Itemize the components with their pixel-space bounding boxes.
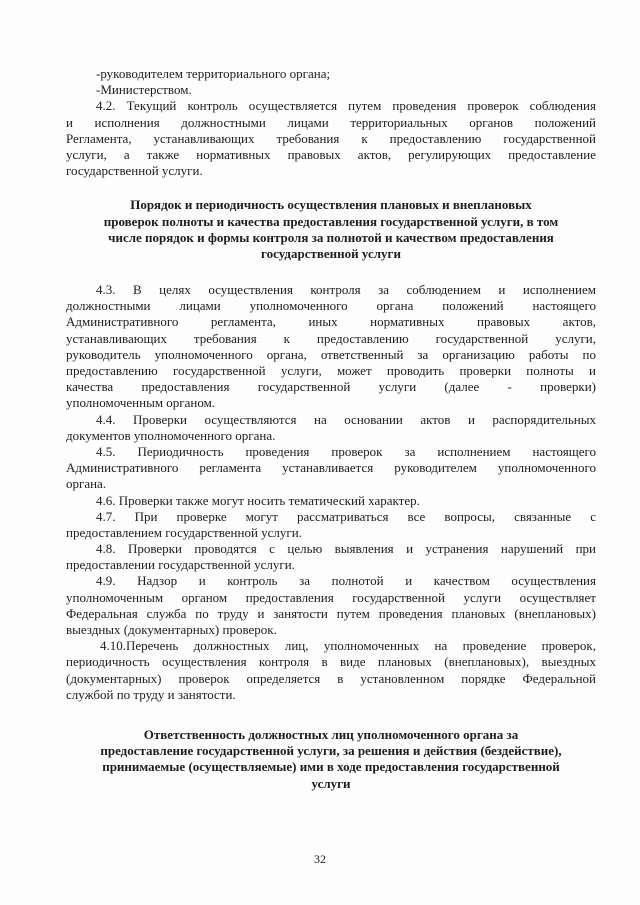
paragraphs-top xyxy=(66,66,596,179)
text-line: Федеральная служба по труду и занятости путем проведения плановых (внеплановых) xyxy=(66,605,596,621)
text-line: 4.3. В целях осуществления контроля за соблюдением и исполнением xyxy=(96,282,596,298)
page-number: 32 xyxy=(314,852,326,866)
text-line: 4.2. Текущий контроль осуществляется путем проведения проверок соблюдения xyxy=(96,98,596,114)
text-line: 4.8. Проверки проводятся с целью выявления и устранения нарушений при xyxy=(96,541,596,557)
document-body xyxy=(66,66,596,792)
text-line: Регламента, устанавливающих требования к предоставлению государственной xyxy=(66,130,596,146)
text-line: документов уполномоченного органа. xyxy=(66,427,276,443)
text-line: государственной услуги. xyxy=(66,163,203,179)
section-heading-responsibility xyxy=(66,727,596,792)
text-line: (документарных) проверок определяется в установленном порядке Федеральной xyxy=(66,670,596,686)
text-line: -Министерством. xyxy=(96,82,192,98)
spacer xyxy=(66,262,596,282)
spacer xyxy=(66,703,596,727)
text-line: услуги, а также нормативных правовых актов, регулирующих предоставление xyxy=(66,146,596,162)
section-heading-control-procedure xyxy=(66,197,596,262)
text-line: Административного регламента, иных нормативных правовых актов, xyxy=(66,314,596,330)
text-line: 4.7. При проверке могут рассматриваться все вопросы, связанные с xyxy=(96,508,596,524)
text-line: 4.9. Надзор и контроль за полнотой и качеством осуществления xyxy=(96,573,596,589)
heading-line: Ответственность должностных лиц уполномоченного органа за xyxy=(143,726,519,742)
heading-line: числе порядок и формы контроля за полнотой и качеством предоставления xyxy=(108,229,554,245)
text-line: предоставлении государственной услуги. xyxy=(66,557,295,573)
spacer xyxy=(66,179,596,197)
text-line: уполномоченным органом. xyxy=(66,395,216,411)
heading-line: Порядок и периодичность осуществления плановых и внеплановых xyxy=(130,197,532,213)
heading-line: предоставление государственной услуги, за решения и действия (бездействие), xyxy=(100,743,562,759)
text-line: Административного регламента устанавливается руководителем уполномоченного xyxy=(66,460,596,476)
text-line: должностными лицами уполномоченного органа положений настоящего xyxy=(66,298,596,314)
heading-line: принимаемые (осуществляемые) ими в ходе предоставления государственной xyxy=(102,759,560,775)
text-line: периодичность осуществления контроля в виде плановых (внеплановых), выездных xyxy=(66,654,596,670)
text-line: службой по труду и занятости. xyxy=(66,686,236,702)
text-line: качества предоставления государственной услуги (далее - проверки) xyxy=(66,379,596,395)
heading-line: услуги xyxy=(311,775,351,791)
paragraphs-main xyxy=(66,282,596,703)
text-line: и исполнения должностными лицами территориальных органов положений xyxy=(66,114,596,130)
text-line: уполномоченным органом предоставления государственной услуги осуществляет xyxy=(66,589,596,605)
text-line: предоставлению государственной услуги, может проводить проверки полноты и xyxy=(66,363,596,378)
heading-line: государственной услуги xyxy=(261,245,401,261)
text-line: предоставлением государственной услуги. xyxy=(66,524,302,540)
text-line: руководитель уполномоченного органа, ответственный за организацию работы по xyxy=(66,346,596,362)
text-line: устанавливающих требования к предоставлению государственной услуги, xyxy=(66,330,596,346)
text-line: 4.10.Перечень должностных лиц, уполномоченных на проведение проверок, xyxy=(100,638,596,654)
text-line: 4.5. Периодичность проведения проверок за исполнением настоящего xyxy=(96,443,596,459)
text-line: выездных (документарных) проверок. xyxy=(66,622,277,637)
text-line: -руководителем территориального органа; xyxy=(96,66,331,81)
text-line: 4.4. Проверки осуществляются на основании актов и распорядительных xyxy=(96,411,596,427)
heading-line: проверок полноты и качества предоставления государственной услуги, в том xyxy=(103,213,559,229)
text-line: органа. xyxy=(66,476,107,492)
text-line: 4.6. Проверки также могут носить тематический характер. xyxy=(96,492,420,508)
